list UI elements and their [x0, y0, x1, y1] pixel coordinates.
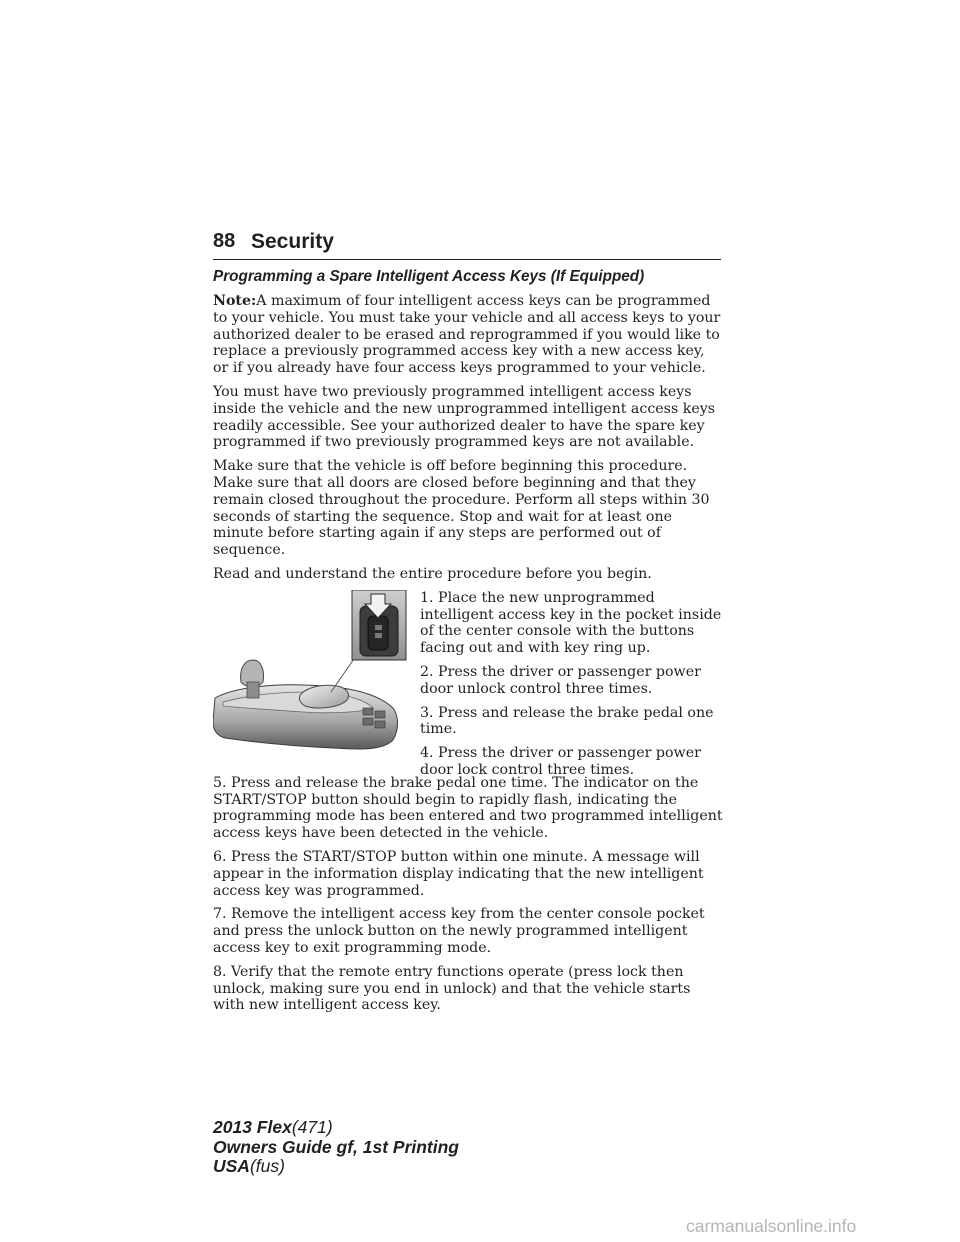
paragraph: You must have two previously programmed intelligent access keys inside the vehicle and the new unprogrammed intelligent access keys readily accessible. See your authorized dealer to have the spare key programmed if two previously programmed keys are not available.: [213, 383, 716, 451]
figure-row: [213, 589, 723, 778]
page-number: 88: [213, 230, 236, 252]
subheading: Programming a Spare Intelligent Access Keys (If Equipped): [213, 268, 645, 285]
note-label: Note:: [213, 293, 257, 309]
step-item: 8. Verify that the remote entry functions operate (press lock then unlock, making sure you end in unlock) and that the vehicle starts with new intelligent access key.: [213, 963, 691, 1014]
center-console-illustration: [213, 590, 411, 768]
footer-line-3: [213, 1157, 459, 1177]
print-footer: [213, 1118, 459, 1177]
footer-line-1: [213, 1118, 459, 1138]
step-item: 5. Press and release the brake pedal one time. The indicator on the START/STOP button should begin to rapidly flash, indicating the programming mode has been entered and two programmed intelligent access keys have been detected in the vehicle.: [213, 774, 723, 842]
steps-beside-figure: [420, 590, 723, 786]
page-header: [213, 230, 721, 262]
footer-market-code: (fus): [249, 1156, 285, 1176]
section-title: Security: [251, 230, 334, 253]
note-paragraph: [213, 293, 723, 377]
step-item: 2. Press the driver or passenger power door unlock control three times.: [420, 663, 701, 697]
step-item: 6. Press the START/STOP button within one minute. A message will appear in the information display indicating that the new intelligent access key was programmed.: [213, 848, 704, 899]
step-item: 1. Place the new unprogrammed intelligent access key in the pocket inside of the center console with the buttons facing out and with key ring up.: [420, 589, 722, 657]
header-rule: [213, 259, 721, 260]
watermark: carmanualsonline.info: [686, 1216, 857, 1236]
footer-model: 2013 Flex: [213, 1117, 292, 1137]
step-item: 7. Remove the intelligent access key from the center console pocket and press the unlock button on the newly programmed intelligent access key to exit programming mode.: [213, 906, 705, 956]
footer-line-2: Owners Guide gf, 1st Printing: [213, 1136, 459, 1157]
page-content: [213, 268, 723, 1021]
paragraph: Make sure that the vehicle is off before beginning this procedure. Make sure that all doors are closed before beginning and that they remain closed throughout the procedure. Perform all steps within 30 seconds of starting the sequence. Stop and wait for at least one minute before starting again if any steps are performed out of sequence.: [213, 458, 710, 559]
note-text: A maximum of four intelligent access keys can be programmed to your vehicle. You must take your vehicle and all access keys to your authorized dealer to be erased and reprogrammed if you would like to replace a previously programmed access key with a new access key, or if you already have four access keys programmed to your vehicle.: [213, 293, 721, 377]
step-item: 3. Press and release the brake pedal one time.: [420, 704, 714, 738]
footer-model-code: (471): [291, 1117, 333, 1137]
step-item: 4. Press the driver or passenger power door lock control three times.: [420, 745, 701, 778]
footer-market: USA: [213, 1156, 250, 1176]
paragraph: Read and understand the entire procedure before you begin.: [213, 565, 652, 582]
